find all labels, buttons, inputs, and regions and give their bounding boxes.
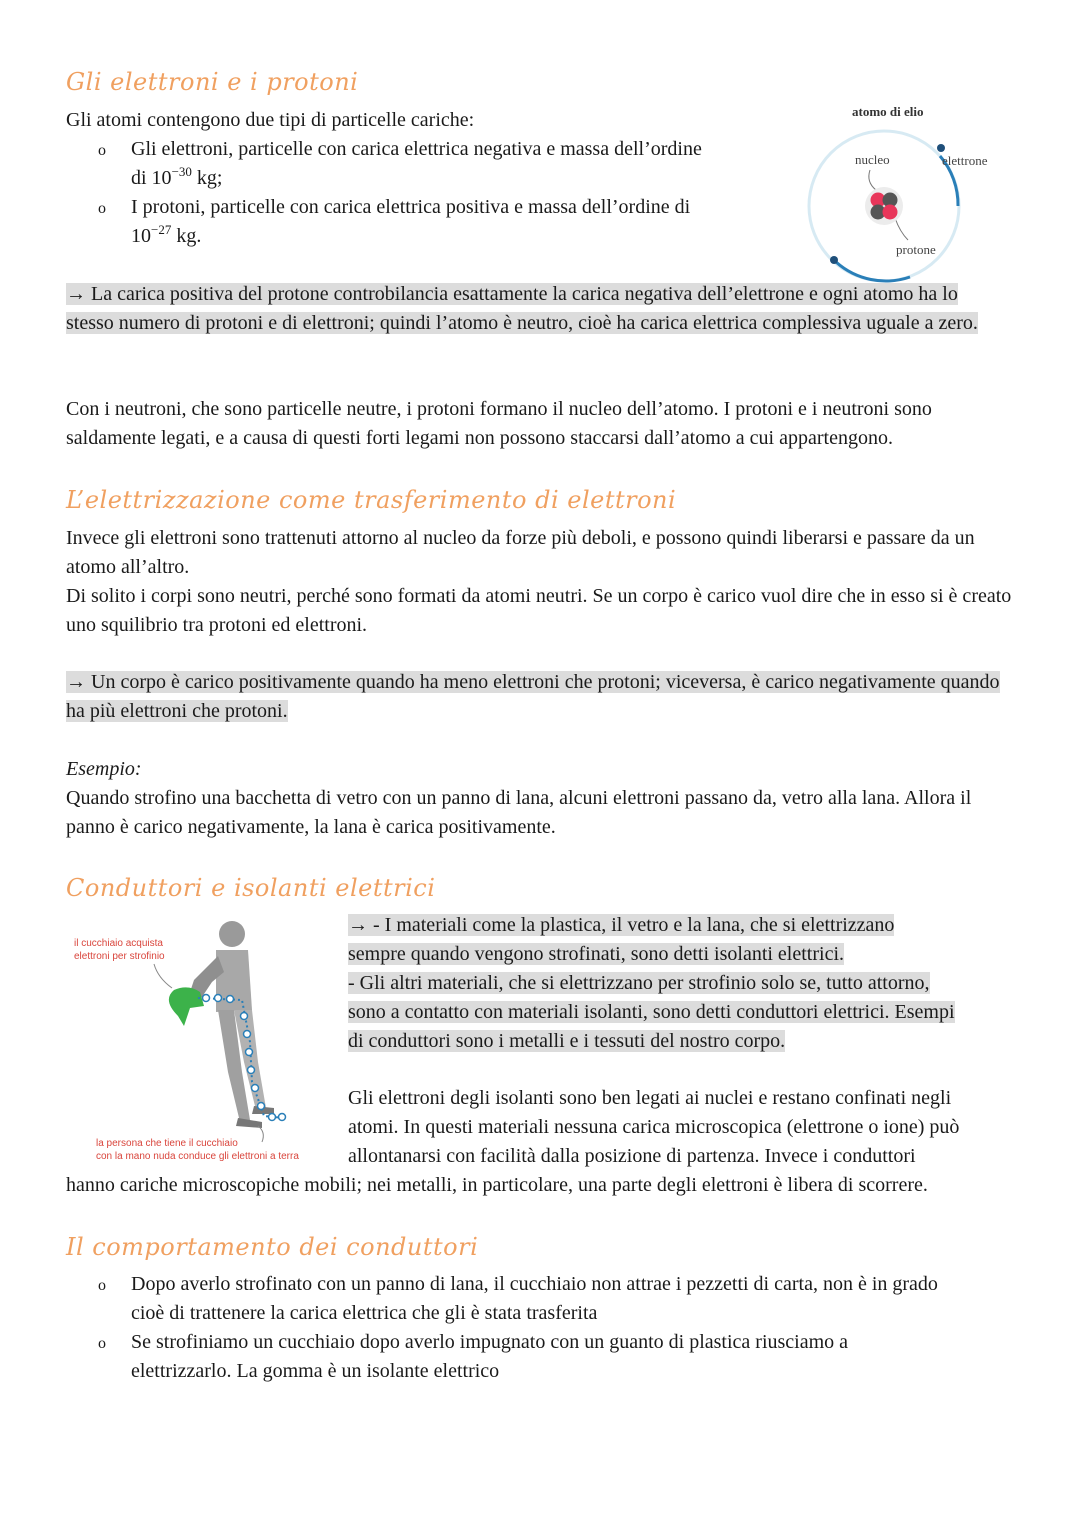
electron-dot — [203, 995, 210, 1002]
para-nucleus: Con i neutroni, che sono particelle neutre, i protoni formano il nucleo dell’atomo. I protoni e i neutroni sono saldamente legati, e a causa di questi forti legami non possono staccarsi dall’atomo a cui appartengono. — [66, 398, 932, 449]
atom-diagram — [800, 96, 1000, 291]
para-neutral-bodies: Di solito i corpi sono neutri, perché sono formati da atomi neutri. Se un corpo è carico vuol dire che in esso si è creato uno squilibrio tra protoni ed elettroni. — [66, 585, 1012, 636]
highlight-text: → La carica positiva del protone controbilancia esattamente la carica negativa dell’elettrone e ogni atomo ha lo stesso numero di protoni e di elettroni; quindi l’atomo è neutro, cioè ha carica elettrica complessiva uguale a zero. — [66, 283, 978, 334]
bullet-marker: o — [98, 1277, 106, 1294]
atom-title: atomo di elio — [852, 104, 924, 119]
electron-dot — [227, 996, 234, 1003]
list-item-spoon-wool — [131, 1270, 1031, 1328]
bullet-marker: o — [98, 1335, 106, 1352]
figure-label-bottom: con la mano nuda conduce gli elettroni a terra — [96, 1151, 299, 1162]
electron-label: elettrone — [942, 153, 988, 168]
section-title-electrification: L’elettrizzazione come trasferimento di elettroni — [66, 486, 677, 514]
list-item-spoon-glove — [131, 1328, 1031, 1386]
highlight-charged-body — [66, 668, 1021, 726]
electron-dot — [830, 256, 838, 264]
mass-unit: kg. — [171, 225, 202, 247]
highlight-text: → Un corpo è carico positivamente quando ha meno elettroni che protoni; viceversa, è carico negativamente quando ha più elettroni che protoni. — [66, 671, 1000, 722]
intro-text: Gli atomi contengono due tipi di particelle cariche: — [66, 109, 475, 131]
nucleus-label: nucleo — [855, 152, 890, 167]
mass-base: 10 — [131, 225, 151, 247]
bullet-marker: o — [98, 200, 106, 217]
person-spoon-diagram — [66, 912, 341, 1170]
wool-cloth — [169, 987, 204, 1026]
electron-dot — [246, 1049, 253, 1056]
example-text: Quando strofino una bacchetta di vetro con un panno di lana, alcuni elettroni passano da, vetro alla lana. Allora il panno è carico negativamente, la lana è carica positivamente. — [66, 787, 972, 838]
figure-label-top: elettroni per strofinio — [74, 951, 165, 962]
para-weak-forces: Invece gli elettroni sono trattenuti attorno al nucleo da forze più deboli, e possono quindi liberarsi e passare da un atomo all’altro. — [66, 527, 975, 578]
mass-base: di 10 — [131, 167, 172, 189]
list-item-line: Gli elettroni, particelle con carica elettrica negativa e massa dell’ordine — [131, 138, 702, 160]
electron-dot — [248, 1067, 255, 1074]
list-item-line — [131, 222, 791, 251]
highlight-insulators-conductors — [348, 911, 955, 1056]
electron-dot — [937, 144, 945, 152]
nucleus-pointer — [869, 170, 876, 190]
mass-unit: kg; — [191, 167, 223, 189]
example-label: Esempio: — [66, 758, 142, 780]
label-pointer — [258, 1126, 263, 1142]
mass-exponent: −27 — [151, 222, 172, 237]
electron-dot — [215, 995, 222, 1002]
highlight-charge-balance — [66, 280, 986, 338]
para-insulator-electrons: allontanarsi con facilità dalla posizione di partenza. Invece i conduttori — [348, 1145, 916, 1167]
list-item-electrons — [131, 135, 791, 193]
electron-dot — [258, 1103, 265, 1110]
highlight-line: - Gli altri materiali, che si elettrizzano per strofinio solo se, tutto attorno, — [348, 972, 930, 994]
electron-dot — [252, 1085, 259, 1092]
label-pointer — [154, 964, 172, 988]
bullet-marker: o — [98, 142, 106, 159]
list-item-line: I protoni, particelle con carica elettrica positiva e massa dell’ordine di — [131, 196, 691, 218]
electron-dot — [244, 1031, 251, 1038]
list-item-line — [131, 164, 791, 193]
nucleus-halo — [865, 187, 903, 225]
highlight-line: di conduttori sono i metalli e i tessuti del nostro corpo. — [348, 1030, 786, 1052]
para-insulator-electrons: atomi. In questi materiali nessuna carica microscopica (elettrone o ione) può — [348, 1116, 960, 1138]
person-head — [219, 921, 245, 947]
list-item-line: elettrizzarlo. La gomma è un isolante elettrico — [131, 1360, 500, 1382]
figure-label-bottom: la persona che tiene il cucchiaio — [96, 1138, 238, 1149]
highlight-line: → - I materiali come la plastica, il vetro e la lana, che si elettrizzano — [348, 914, 895, 936]
list-item-line: cioè di trattenere la carica elettrica che gli è stata trasferita — [131, 1302, 598, 1324]
proton-label: protone — [896, 242, 936, 257]
list-item-line: Se strofiniamo un cucchiaio dopo averlo impugnato con un guanto di plastica riusciamo a — [131, 1331, 849, 1353]
para-insulator-electrons: Gli elettroni degli isolanti sono ben legati ai nuclei e restano confinati negli — [348, 1087, 952, 1109]
list-item-protons — [131, 193, 791, 251]
electron-dot — [279, 1114, 286, 1121]
section-title-conductor-behavior: Il comportamento dei conduttori — [66, 1233, 479, 1261]
section-title-electrons-protons: Gli elettroni e i protoni — [66, 68, 359, 96]
electron-dot — [269, 1114, 276, 1121]
list-item-line: Dopo averlo strofinato con un panno di lana, il cucchiaio non attrae i pezzetti di carta, non è in grado — [131, 1273, 938, 1295]
proton-pointer — [895, 218, 908, 240]
highlight-line: sempre quando vengono strofinati, sono detti isolanti elettrici. — [348, 943, 845, 965]
highlight-line: sono a contatto con materiali isolanti, sono detti conduttori elettrici. Esempi — [348, 1001, 955, 1023]
para-insulator-electrons: hanno cariche microscopiche mobili; nei metalli, in particolare, una parte degli elettroni è libera di scorrere. — [66, 1174, 928, 1196]
mass-exponent: −30 — [171, 164, 192, 179]
electron-dot — [241, 1013, 248, 1020]
person-torso — [216, 950, 252, 1012]
section-title-conductors-insulators: Conduttori e isolanti elettrici — [66, 874, 436, 902]
proton-sphere — [883, 205, 898, 220]
figure-label-top: il cucchiaio acquista — [74, 938, 163, 949]
